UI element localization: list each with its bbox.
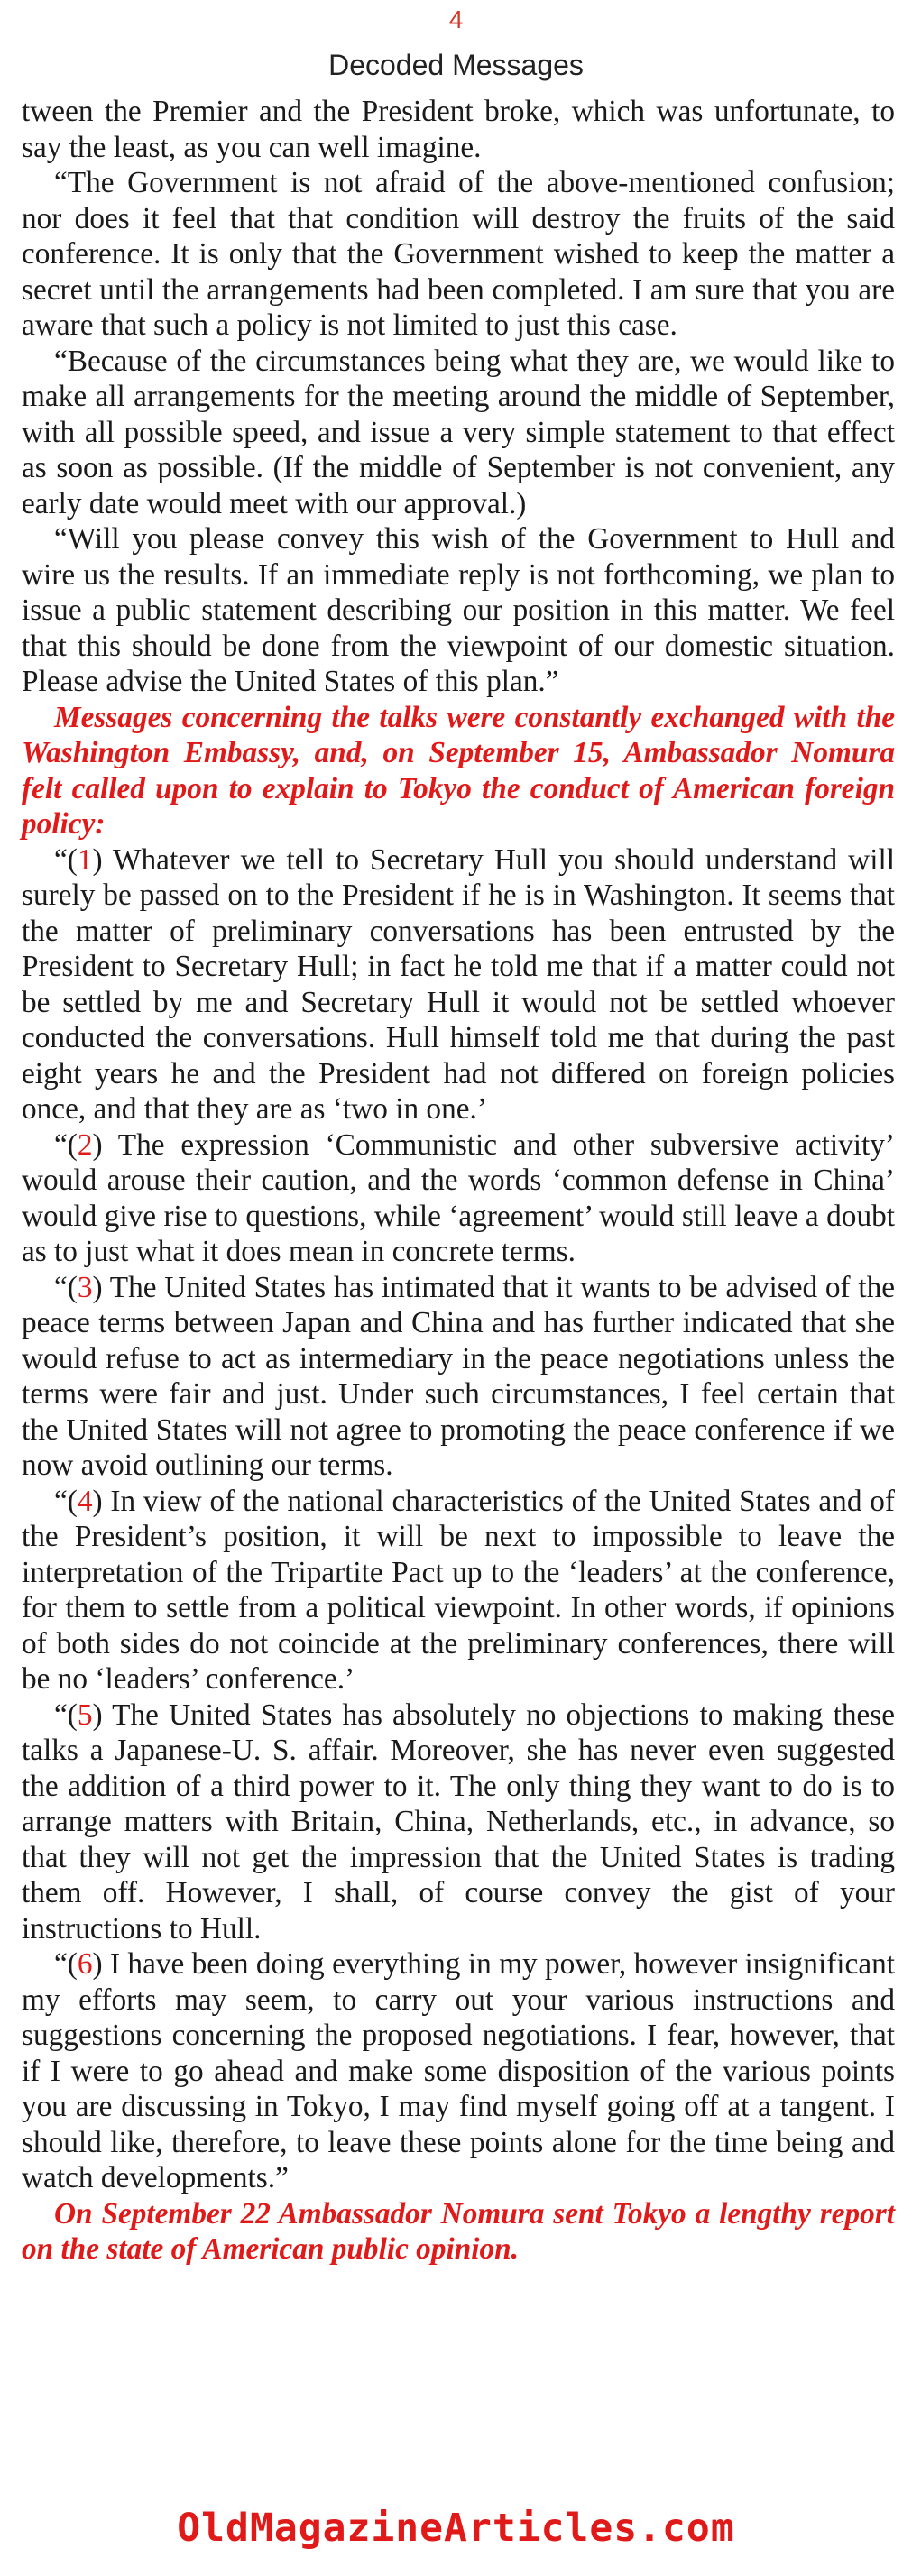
numbered-item: “(1) Whatever we tell to Secretary Hull you should understand will surely be passed on to the President if he is in Washington. It seems that the matter of preliminary conversations has been entrusted by the President to Secretary Hull; in fact he told me that if a matter could not be settled by me and Secretary Hull it would not be settled whoever conducted the conversations. Hull himself told me that during the past eight years he and the President had not differed on foreign policies once, and that they are as ‘two in one.’ (22, 842, 895, 1126)
item-text: The expression ‘Communistic and other subversive activity’ would arouse their caution, and the words ‘common defense in China’ would give rise to questions, while ‘agreement’ would still leave a doubt as to just what it does mean in concrete terms. (22, 1127, 895, 1268)
paragraph: “Will you please convey this wish of the Government to Hull and wire us the results. If an immediate reply is not forthcoming, we plan to issue a public statement describing our position in this matter. We feel that this should be done from the viewpoint of our domestic situation. Please advise the United States of this plan.” (22, 522, 895, 698)
item-text: The United States has intimated that it wants to be advised of the peace terms between Japan and China and has further indicated that she would refuse to act as intermediary in the peace negotiations unless the terms were fair and just. Under such circumstances, I feel certain that the United States will not agree to promoting the peace conference if we now avoid outlining our terms. (22, 1270, 895, 1482)
item-number: 4 (77, 1484, 93, 1518)
numbered-item: “(5) The United States has absolutely no objections to making these talks a Japanese-U. S. affair. Moreover, she has never even suggested the addition of a third power to it. The only thing they want to do is to arrange matters with Britain, China, Netherlands, etc., in advance, so that they will not get the impression that the United States is trading them off. However, I shall, of course convey the gist of your instructions to Hull. (22, 1697, 895, 1946)
numbered-item: “(6) I have been doing everything in my power, however insignificant my efforts may seem, to carry out your various instructions and suggestions concerning the proposed negotiations. I fear, however, that if I were to go ahead and make some disposition of the various points you are discussing in Tokyo, I may find myself going off at a tangent. I should like, therefore, to leave these points alone for the time being and watch developments.” (22, 1947, 895, 2194)
item-number: 3 (77, 1270, 93, 1304)
paragraph: “Because of the circumstances being what they are, we would like to make all arrangements for the meeting around the middle of September, with all possible speed, and issue a very simple statement to that effect as soon as possible. (If the middle of September is not convenient, any early date would meet with our approval.) (22, 344, 895, 520)
item-number: 2 (77, 1127, 93, 1162)
paragraph: “The Government is not afraid of the above-mentioned confusion; nor does it feel that that condition will destroy the fruits of the said conference. It is only that the Government wished to keep the matter a secret until the arrangements had been completed. I am sure that you are aware that such a policy is not limited to just this case. (22, 166, 895, 342)
item-number: 5 (77, 1697, 93, 1732)
numbered-item: “(3) The United States has intimated that it wants to be advised of the peace terms between Japan and China and has further indicated that she would refuse to act as intermediary in the peace negotiations unless the terms were fair and just. Under such circumstances, I feel certain that the United States will not agree to promoting the peace conference if we now avoid outlining our terms. (22, 1270, 895, 1482)
editorial-note: Messages concerning the talks were constantly exchanged with the Washington Embassy, and, on September 15, Ambassador Nomura felt called upon to explain to Tokyo the conduct of American foreign policy: (22, 700, 895, 841)
running-head: Decoded Messages (328, 49, 584, 81)
item-text: The United States has absolutely no objections to making these talks a Japanese-U. S. affair. Moreover, she has never even suggested the addition of a third power to it. The only thing they want to do is to arrange matters with Britain, China, Netherlands, etc., in advance, so that they will not get the impression that the United States is trading them off. However, I shall, of course convey the gist of your instructions to Hull. (22, 1697, 895, 1946)
item-text: I have been doing everything in my power, however insignificant my efforts may seem, to carry out your various instructions and suggestions concerning the proposed negotiations. I fear, however, that if I were to go ahead and make some disposition of the various points you are discussing in Tokyo, I may find myself going off at a tangent. I should like, therefore, to leave these points alone for the time being and watch developments.” (22, 1947, 895, 2194)
item-text: In view of the national characteristics of the United States and of the President’s position, it will be next to impossible to leave the interpretation of the Tripartite Pact up to the ‘leaders’ at the conference, for them to settle from a political viewpoint. In other words, if opinions of both sides do not coincide at the preliminary conferences, there will be no ‘leaders’ conference.’ (22, 1484, 895, 1696)
page-number: 4 (448, 5, 464, 33)
numbered-item: “(4) In view of the national characteristics of the United States and of the President’s position, it will be next to impossible to leave the interpretation of the Tripartite Pact up to the ‘leaders’ at the conference, for them to settle from a political viewpoint. In other words, if opinions of both sides do not coincide at the preliminary conferences, there will be no ‘leaders’ conference.’ (22, 1484, 895, 1696)
numbered-item: “(2) The expression ‘Communistic and other subversive activity’ would arouse their caution, and the words ‘common defense in China’ would give rise to questions, while ‘agreement’ would still leave a doubt as to just what it does mean in concrete terms. (22, 1127, 895, 1268)
article-body (22, 94, 895, 2268)
site-watermark: OldMagazineArticles.com (177, 2506, 735, 2551)
item-text: Whatever we tell to Secretary Hull you should understand will surely be passed on to the President if he is in Washington. It seems that the matter of preliminary conversations has been entrusted by the President to Secretary Hull; in fact he told me that if a matter could not be settled by me and Secretary Hull it would not be settled whoever conducted the conversations. Hull himself told me that during the past eight years he and the President had not differed on foreign policies once, and that they are as ‘two in one.’ (22, 842, 895, 1126)
item-number: 1 (77, 842, 93, 877)
editorial-note: On September 22 Ambassador Nomura sent Tokyo a lengthy report on the state of American public opinion. (22, 2196, 895, 2266)
paragraph: tween the Premier and the President broke, which was unfortunate, to say the least, as you can well imagine. (22, 95, 895, 164)
item-number: 6 (77, 1947, 93, 1981)
